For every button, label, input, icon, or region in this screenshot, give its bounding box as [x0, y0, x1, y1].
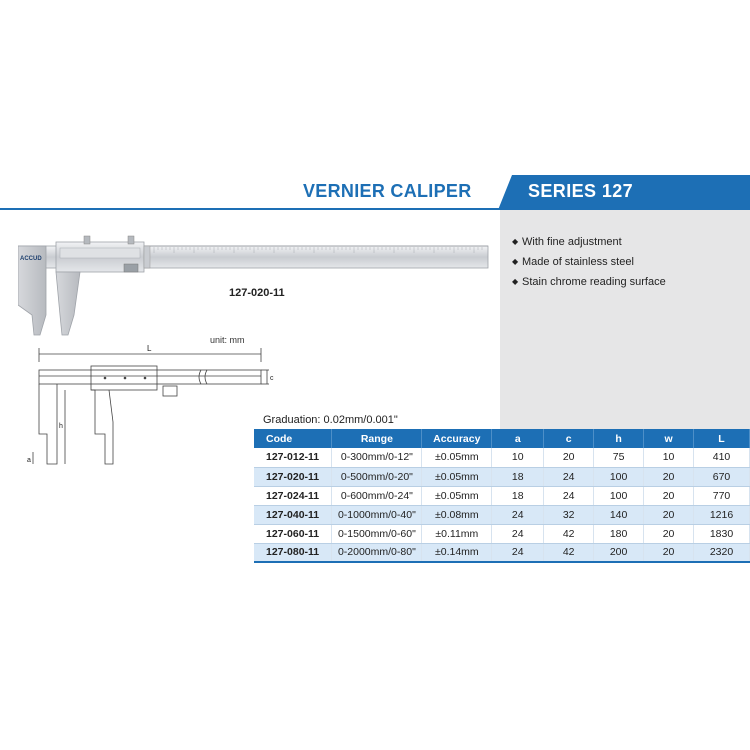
table-cell: ±0.05mm [422, 448, 492, 467]
table-cell: 24 [544, 486, 594, 505]
table-cell: 0-1500mm/0-60" [332, 524, 422, 543]
header [0, 175, 750, 211]
table-cell: 127-080-11 [254, 543, 332, 562]
table-cell: ±0.08mm [422, 505, 492, 524]
table-cell: 18 [492, 486, 544, 505]
table-row [254, 448, 750, 467]
table-row [254, 543, 750, 562]
table-cell: 127-060-11 [254, 524, 332, 543]
col-header-h: h [594, 429, 644, 448]
page-title: VERNIER CALIPER [303, 181, 472, 201]
feature-item: ◆ With fine adjustment [512, 236, 622, 248]
dimension-drawing [25, 342, 275, 472]
dim-a: a [27, 457, 31, 464]
col-header-w: w [644, 429, 694, 448]
table-cell: 20 [644, 524, 694, 543]
table-cell: ±0.11mm [422, 524, 492, 543]
feature-list [512, 235, 666, 295]
dim-h: h [59, 423, 63, 430]
table-cell: 20 [544, 448, 594, 467]
table-cell: 42 [544, 524, 594, 543]
table-cell: 0-2000mm/0-80" [332, 543, 422, 562]
table-cell: 670 [694, 467, 750, 486]
table-cell: 10 [492, 448, 544, 467]
table-cell: 140 [594, 505, 644, 524]
dim-L: L [147, 344, 152, 353]
caliper-photo [18, 230, 498, 340]
table-cell: 180 [594, 524, 644, 543]
table-cell: 2320 [694, 543, 750, 562]
table-cell: 200 [594, 543, 644, 562]
table-cell: 100 [594, 486, 644, 505]
table-cell: 24 [492, 524, 544, 543]
unit-label: unit: mm [210, 335, 245, 345]
graduation-label: Graduation: 0.02mm/0.001" [263, 414, 398, 426]
table-cell: 24 [492, 543, 544, 562]
brand-logo: ACCUD [20, 256, 42, 262]
table-cell: ±0.05mm [422, 467, 492, 486]
col-header-a: a [492, 429, 544, 448]
table-cell: 75 [594, 448, 644, 467]
table-cell: 0-500mm/0-20" [332, 467, 422, 486]
table-cell: 127-020-11 [254, 467, 332, 486]
col-header-code: Code [254, 429, 332, 448]
model-label: 127-020-11 [229, 287, 285, 299]
table-cell: 1830 [694, 524, 750, 543]
feature-item: ◆ Stain chrome reading surface [512, 276, 666, 288]
table-cell: 770 [694, 486, 750, 505]
col-header-range: Range [332, 429, 422, 448]
table-cell: ±0.14mm [422, 543, 492, 562]
table-cell: 20 [644, 486, 694, 505]
bullet-icon: ◆ [512, 237, 519, 246]
table-cell: 0-600mm/0-24" [332, 486, 422, 505]
table-cell: 20 [644, 467, 694, 486]
bullet-icon: ◆ [512, 257, 519, 266]
table-row [254, 486, 750, 505]
table-cell: 127-024-11 [254, 486, 332, 505]
table-cell: 410 [694, 448, 750, 467]
table-cell: 10 [644, 448, 694, 467]
table-cell: 42 [544, 543, 594, 562]
table-cell: 24 [492, 505, 544, 524]
col-header-accuracy: Accuracy [422, 429, 492, 448]
table-cell: 32 [544, 505, 594, 524]
col-header-c: c [544, 429, 594, 448]
series-title: SERIES 127 [528, 181, 634, 201]
table-cell: 18 [492, 467, 544, 486]
table-cell: 1216 [694, 505, 750, 524]
table-cell: 20 [644, 505, 694, 524]
table-row [254, 467, 750, 486]
table-header-row [254, 429, 750, 448]
table-cell: 24 [544, 467, 594, 486]
table-cell: 100 [594, 467, 644, 486]
col-header-L: L [694, 429, 750, 448]
table-row [254, 505, 750, 524]
table-cell: 127-040-11 [254, 505, 332, 524]
bullet-icon: ◆ [512, 277, 519, 286]
feature-item: ◆ Made of stainless steel [512, 256, 634, 268]
table-cell: 127-012-11 [254, 448, 332, 467]
table-cell: 0-300mm/0-12" [332, 448, 422, 467]
table-cell: 20 [644, 543, 694, 562]
dim-c: c [270, 375, 274, 382]
table-cell: 0-1000mm/0-40" [332, 505, 422, 524]
table-row [254, 524, 750, 543]
spec-table [254, 429, 750, 563]
table-cell: ±0.05mm [422, 486, 492, 505]
